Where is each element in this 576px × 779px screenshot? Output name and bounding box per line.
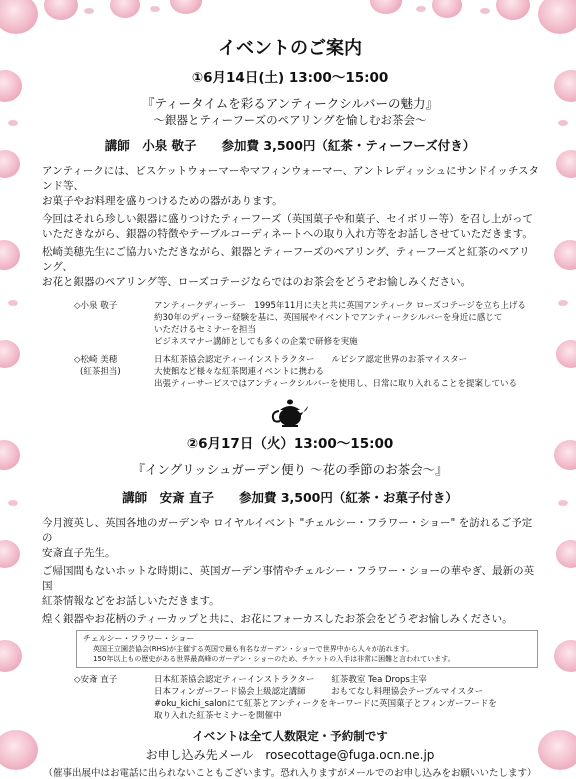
event-1-lecturer-fee: 講師 小泉 敬子 参加費 3,500円（紅茶・ティーフーズ付き） bbox=[104, 138, 476, 153]
event-1-description bbox=[42, 245, 540, 290]
chelsea-info-box bbox=[76, 630, 538, 668]
description-line: 松崎美穂先生にご協力いただきながら、銀器とティーフーズのペアリング、ティーフーズと紅茶のペアリング、 bbox=[42, 246, 530, 273]
rose-decoration bbox=[44, 0, 78, 20]
event-1-description bbox=[42, 164, 540, 209]
profile-line: 日本フィンガーフード協会上級認定講師 おもてなし料理協会テーブルマイスター bbox=[154, 687, 484, 697]
rose-decoration bbox=[0, 150, 20, 178]
leaf-decoration bbox=[8, 300, 18, 306]
profile-line: 約30年のディーラー経験を基に、英国展やイベントでアンティークシルバーを身近に感じて bbox=[154, 313, 503, 323]
profile-line: 大使館など様々な紅茶関連イベントに携わる bbox=[154, 367, 325, 377]
profile-line: 日本紅茶協会認定ティーインストラクター 紅茶教室 Tea Drops主宰 bbox=[154, 675, 427, 685]
rose-decoration bbox=[538, 0, 576, 34]
leaf-decoration bbox=[150, 6, 160, 12]
contact-email[interactable]: お申し込み先メール rosecottage@fuga.ocn.ne.jp bbox=[145, 748, 435, 762]
rose-decoration bbox=[170, 0, 202, 14]
profile-line: 出張ティーサービスではアンティークシルバーを使用し、日常に取り入れることを提案している bbox=[154, 379, 517, 389]
profile-name bbox=[74, 354, 154, 390]
leaf-decoration bbox=[416, 6, 426, 12]
rose-decoration bbox=[0, 730, 38, 770]
leaf-decoration bbox=[480, 8, 490, 14]
event-2 bbox=[40, 432, 540, 722]
profile-koizumi bbox=[74, 300, 540, 348]
description-line: お菓子やお料理を盛りつけるための器があります。 bbox=[42, 195, 283, 207]
info-box-line: 150年以上もの歴史がある世界最高峰のガーデン・ショーのため、チケットの入手は非常に困難と言われています。 bbox=[93, 655, 455, 663]
profile-matsuzaki bbox=[74, 354, 540, 390]
info-box-line: 英国王立園芸協会(RHS)が主催する英国で最も有名なガーデン・ショーで世界中から人々が訪れます。 bbox=[93, 645, 414, 653]
rose-decoration bbox=[0, 440, 20, 470]
event-2-description bbox=[42, 516, 540, 561]
leaf-decoration bbox=[8, 500, 18, 506]
info-box-title: チェルシー・フラワー・ショー bbox=[83, 634, 195, 643]
rose-decoration bbox=[0, 540, 20, 568]
event-2-description bbox=[42, 564, 540, 609]
profile-line: いただけるセミナーを担当 bbox=[154, 325, 257, 335]
event-1-subtitle-sub: ～銀器とティーフーズのペアリングを愉しむお茶会～ bbox=[153, 113, 427, 127]
rose-decoration bbox=[0, 240, 20, 270]
event-2-lecturer-fee: 講師 安斎 直子 参加費 3,500円（紅茶・お菓子付き） bbox=[122, 490, 458, 505]
event-2-subtitle: 『イングリッシュガーデン便り ～花の季節のお茶会～』 bbox=[132, 462, 448, 477]
event-1-date: ①6月14日(土) 13:00～15:00 bbox=[191, 70, 389, 86]
contact-footnote: （催事出展中はお電話に出られないこともございます。恐れ入りますがメールでのお申し込みをお願いいたします） bbox=[43, 768, 537, 779]
rose-decoration bbox=[554, 240, 576, 270]
flyer-content bbox=[40, 30, 540, 779]
profile-line: アンティークディーラー 1995年11月に夫と共に英国アンティーク ローズコテージを立ち上げる bbox=[154, 301, 526, 311]
rose-decoration bbox=[538, 730, 576, 770]
description-line: いただきながら、銀器の特徴やテーブルコーディネートへの取り入れ方等をお話しさせていただきます。 bbox=[42, 228, 533, 240]
profile-line: #oku_kichi_salonにて紅茶とアンティークをキーワードに英国菓子とフィンガーフードを bbox=[154, 699, 497, 709]
profile-details bbox=[154, 300, 526, 348]
rose-decoration bbox=[554, 70, 576, 102]
rose-decoration bbox=[556, 150, 576, 178]
rose-decoration bbox=[554, 440, 576, 470]
event-1 bbox=[40, 66, 540, 390]
reservation-notice: イベントは全て人数限定・予約制です bbox=[192, 729, 388, 743]
profile-name-main: ◇松崎 美穂 bbox=[74, 355, 118, 365]
description-line: 今回はそれら珍しい銀器に盛りつけたティーフーズ（英国菓子や和菓子、セイボリー等）を召し上がって bbox=[42, 213, 533, 225]
rose-decoration bbox=[0, 0, 38, 34]
teapot-icon bbox=[270, 398, 310, 428]
profile-role: (紅茶担当) bbox=[80, 367, 121, 377]
event-1-subtitle: 『ティータイムを彩るアンティークシルバーの魅力』 bbox=[141, 96, 439, 111]
rose-decoration bbox=[556, 540, 576, 568]
description-line: 安斎直子先生。 bbox=[42, 547, 116, 559]
rose-decoration bbox=[0, 340, 20, 368]
profile-line: 日本紅茶協会認定ティーインストラクター ルピシア認定世界のお茶マイスター bbox=[154, 355, 468, 365]
rose-decoration bbox=[0, 70, 22, 102]
description-line: ご帰国間もないホットな時期に、英国ガーデン事情やチェルシー・フラワー・ショーの華やぎ、最新の英国 bbox=[42, 565, 535, 592]
description-line: 今月渡英し、英国各地のガーデンや ロイヤルイベント "チェルシー・フラワー・ショー" を訪れるご予定の bbox=[42, 517, 533, 544]
event-2-date: ②6月17日（火）13:00～15:00 bbox=[186, 436, 394, 452]
page-title: イベントのご案内 bbox=[218, 38, 362, 59]
rose-decoration bbox=[432, 0, 462, 18]
rose-decoration bbox=[0, 640, 22, 672]
rose-decoration bbox=[496, 0, 530, 20]
rose-decoration bbox=[110, 0, 140, 18]
description-line: 煌く銀器やお花柄のティーカップと共に、お花にフォーカスしたお茶会をどうぞお愉しみください。 bbox=[42, 613, 513, 625]
profile-details bbox=[154, 354, 517, 390]
rose-decoration bbox=[556, 340, 576, 368]
event-1-description bbox=[42, 212, 540, 242]
description-line: お花と銀器のペアリング等、ローズコテージならではのお茶会をどうぞお愉しみください。 bbox=[42, 276, 472, 288]
rose-decoration bbox=[554, 640, 576, 672]
leaf-decoration bbox=[558, 500, 568, 506]
profile-line: ビジネスマナー講師としても多くの企業で研修を実施 bbox=[154, 337, 358, 347]
description-line: 紅茶情報などをお話しいただきます。 bbox=[42, 595, 220, 607]
leaf-decoration bbox=[84, 8, 94, 14]
profile-name: ◇安斎 直子 bbox=[74, 675, 118, 685]
profile-details bbox=[154, 674, 497, 722]
profile-anzai bbox=[74, 674, 540, 722]
leaf-decoration bbox=[8, 120, 18, 126]
leaf-decoration bbox=[558, 300, 568, 306]
description-line: アンティークには、ビスケットウォーマーやマフィンウォーマー、アントレディッシュにサンドイッチスタンド等、 bbox=[42, 165, 539, 192]
profile-name: ◇小泉 敬子 bbox=[74, 301, 118, 311]
profile-line: 取り入れた紅茶セミナーを開催中 bbox=[154, 711, 282, 721]
event-2-description bbox=[42, 612, 540, 627]
rose-decoration bbox=[370, 0, 402, 14]
leaf-decoration bbox=[558, 120, 568, 126]
